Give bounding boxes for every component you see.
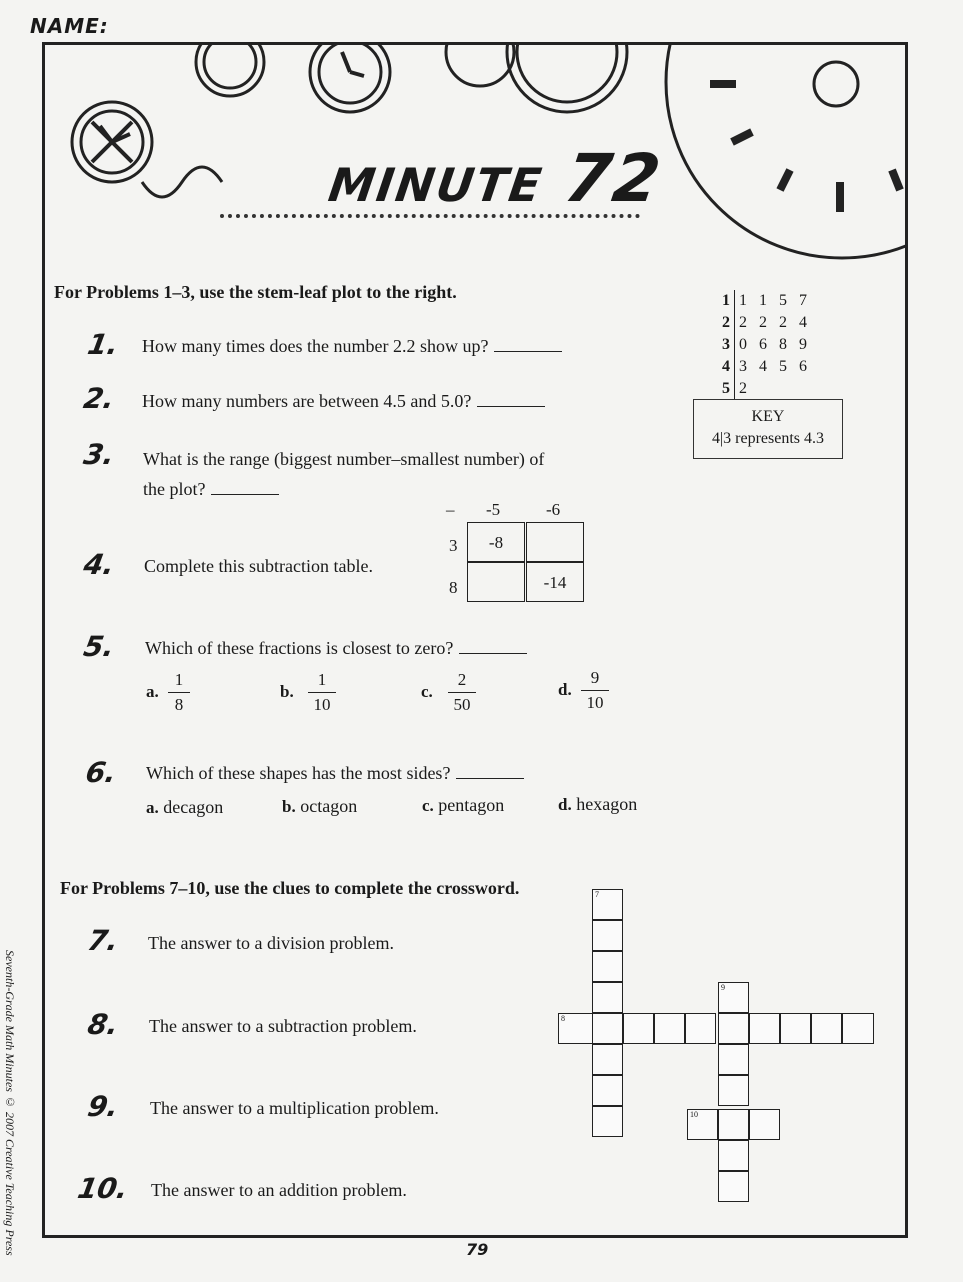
worksheet-title [325,140,667,217]
operator-label: – [446,500,455,519]
leaves: 3 4 5 6 [739,358,811,375]
option-letter: d. [558,680,572,699]
denominator: 8 [174,695,184,714]
crossword-cell[interactable] [718,1140,749,1171]
denominator: 10 [313,695,331,714]
shape-option-d[interactable] [558,794,637,815]
row-header: 8 [449,578,458,597]
crossword-cell[interactable] [592,1075,623,1106]
option-letter: d. [558,795,572,814]
numerator: 9 [590,668,600,687]
question-number: 10. [75,1172,131,1205]
crossword-cell[interactable] [718,1013,749,1044]
leaves: 2 2 2 4 [739,314,811,331]
crossword-cell[interactable] [718,982,749,1013]
question-6-text [146,763,524,784]
question-1-text [142,336,562,357]
question-number: 6. [83,756,120,789]
answer-blank[interactable] [494,337,562,352]
stem-leaf-plot [718,290,815,400]
crossword-cell[interactable] [842,1013,874,1044]
crossword-cell[interactable] [687,1109,718,1140]
crossword-cell[interactable] [718,1171,749,1202]
name-label: NAME: [30,14,109,38]
crossword-cell[interactable] [592,951,623,982]
crossword-cell[interactable] [592,889,623,920]
clue-number: 9 [721,983,725,992]
leaves: 1 1 5 7 [739,292,811,309]
shape-option-b[interactable] [282,796,357,817]
col-header: -6 [546,500,561,519]
stem-row [718,312,815,334]
question-4-text: Complete this subtraction table. [144,556,373,576]
option-text: pentagon [438,795,505,815]
answer-blank[interactable] [477,392,545,407]
question-text: What is the range (biggest number–smallest number) of [143,449,545,469]
crossword-cell[interactable] [718,1044,749,1075]
denominator: 50 [453,695,471,714]
option-letter: a. [146,682,159,701]
table-cell[interactable] [467,562,525,602]
copyright-side-text: Seventh-Grade Math Minutes © 2007 Creative Teaching Press [3,950,17,1256]
stem: 3 [718,334,735,356]
crossword-cell[interactable] [592,1013,623,1044]
fraction-c[interactable] [448,670,476,715]
question-number: 8. [85,1008,122,1041]
option-letter: c. [421,682,433,701]
answer-blank[interactable] [211,480,279,495]
question-number: 7. [85,924,122,957]
clue-9-text: The answer to a multiplication problem. [150,1098,439,1118]
question-number: 3. [81,438,118,471]
section2-instruction: For Problems 7–10, use the clues to complete the crossword. [60,878,520,898]
title-word: MINUTE [325,158,547,212]
stem-row [718,334,815,356]
denominator: 10 [586,693,604,712]
clue-10-text: The answer to an addition problem. [151,1180,407,1200]
title-number: 72 [560,140,667,217]
stem-row [718,290,815,312]
crossword-cell[interactable] [811,1013,842,1044]
option-letter: a. [146,798,159,817]
answer-blank[interactable] [456,764,524,779]
clue-number: 8 [561,1014,565,1023]
title-dotted-line [220,214,640,218]
question-3-text [143,444,544,504]
crossword-cell[interactable] [592,1106,623,1137]
option-letter: b. [280,682,294,701]
leaves: 2 [739,380,751,397]
stem: 5 [718,378,735,400]
table-cell[interactable]: -14 [526,562,584,602]
question-5-text [145,638,527,659]
crossword-cell[interactable] [558,1013,593,1044]
stem-row [718,378,815,400]
question-text: How many numbers are between 4.5 and 5.0? [142,391,472,411]
option-text: decagon [163,797,224,817]
shape-option-c[interactable] [422,795,504,816]
fraction-a[interactable] [168,670,190,715]
question-text: Which of these shapes has the most sides? [146,763,451,783]
subtraction-table [440,498,600,608]
numerator: 1 [174,670,184,689]
crossword-cell[interactable] [623,1013,654,1044]
key-title: KEY [751,408,785,425]
leaves: 0 6 8 9 [739,336,811,353]
table-cell[interactable] [526,522,584,562]
crossword-cell[interactable] [749,1109,780,1140]
answer-blank[interactable] [459,639,527,654]
col-header: -5 [486,500,501,519]
stem-leaf-key [693,399,843,459]
crossword-cell[interactable] [592,920,623,951]
crossword-cell[interactable] [654,1013,685,1044]
question-number: 1. [85,328,122,361]
stem: 1 [718,290,735,312]
page-number: 79 [466,1240,489,1259]
crossword-cell[interactable] [592,1044,623,1075]
crossword-cell[interactable] [592,982,623,1013]
crossword-cell[interactable] [749,1013,780,1044]
shape-option-a[interactable] [146,797,223,818]
clue-number: 7 [595,890,599,899]
question-number: 4. [81,548,118,581]
key-text: 4|3 represents 4.3 [711,430,825,447]
option-letter: c. [422,796,434,815]
question-number: 5. [81,630,118,663]
option-text: hexagon [576,794,638,814]
question-2-text [142,391,545,412]
numerator: 1 [317,670,327,689]
fraction-b[interactable] [308,670,336,715]
table-cell[interactable]: -8 [467,522,525,562]
crossword-cell[interactable] [718,1109,749,1140]
clue-8-text: The answer to a subtraction problem. [149,1016,417,1036]
crossword-cell[interactable] [780,1013,811,1044]
question-text: How many times does the number 2.2 show up? [142,336,489,356]
question-number: 9. [85,1090,122,1123]
clue-number: 10 [690,1110,698,1119]
section1-instruction: For Problems 1–3, use the stem-leaf plot to the right. [54,282,457,302]
question-text: Which of these fractions is closest to zero? [145,638,454,658]
crossword-cell[interactable] [685,1013,716,1044]
fraction-d[interactable] [581,668,609,713]
option-text: octagon [300,796,358,816]
stem: 4 [718,356,735,378]
crossword-cell[interactable] [718,1075,749,1106]
clue-7-text: The answer to a division problem. [148,933,394,953]
question-number: 2. [81,382,118,415]
option-letter: b. [282,797,296,816]
stem: 2 [718,312,735,334]
stem-row [718,356,815,378]
row-header: 3 [449,536,458,555]
numerator: 2 [457,670,467,689]
question-text-cont: the plot? [143,479,206,499]
